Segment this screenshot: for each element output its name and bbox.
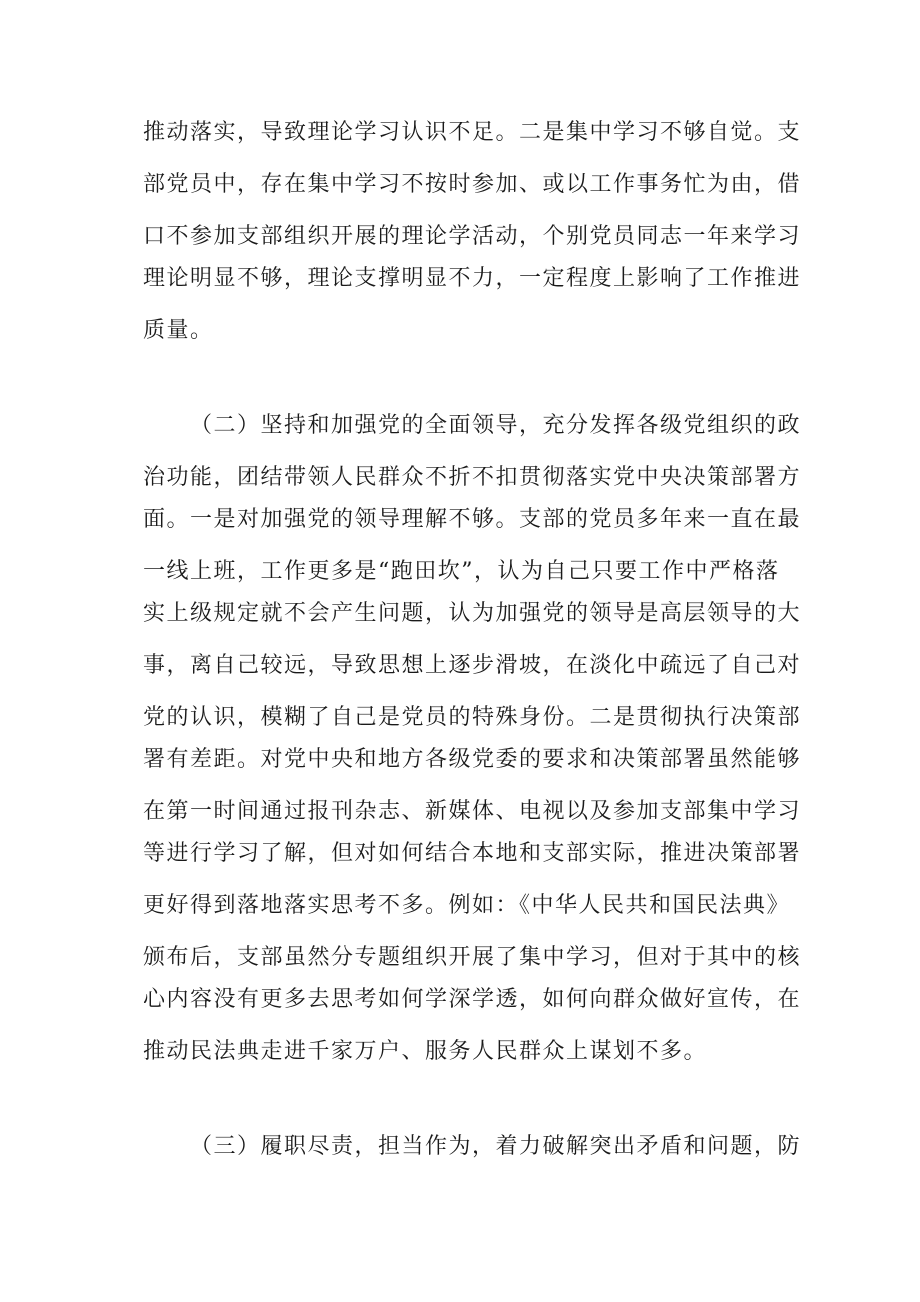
section-heading-line: （二）坚持和加强党的全面领导，充分发挥各级党组织的政 [190,413,802,438]
text-line: 一线上班，工作更多是“跑田坎”，认为自己只要工作中严格落 [143,559,780,584]
text-line: 推动民法典走进千家万户、服务人民群众上谋划不多。 [143,1039,708,1064]
text-line: 署有差距。对党中央和地方各级党委的要求和决策部署虽然能够 [143,747,802,772]
text-line: 部党员中，存在集中学习不按时参加、或以工作事务忙为由，借 [143,172,802,197]
text-line: 心内容没有更多去思考如何学深学透，如何向群众做好宣传，在 [143,987,802,1012]
text-line: 颁布后，支部虽然分专题组织开展了集中学习，但对于其中的核 [143,945,802,970]
text-line: 事，离自己较远，导致思想上逐步滑坡，在淡化中疏远了自己对 [143,653,802,678]
text-line: 理论明显不够，理论支撑明显不力，一定程度上影响了工作推进 [143,266,802,291]
text-line: 质量。 [143,318,214,343]
text-line: 口不参加支部组织开展的理论学活动，个别党员同志一年来学习 [143,224,802,249]
text-line: 等进行学习了解，但对如何结合本地和支部实际，推进决策部署 [143,841,802,866]
text-line: 推动落实，导致理论学习认识不足。二是集中学习不够自觉。支 [143,120,802,145]
text-line: 实上级规定就不会产生问题，认为加强党的领导是高层领导的大 [143,601,802,626]
text-line: 更好得到落地落实思考不多。例如：《中华人民共和国民法典》 [143,893,791,918]
section-heading-line: （三）履职尽责，担当作为，着力破解突出矛盾和问题，防 [190,1134,802,1159]
text-line: 面。一是对加强党的领导理解不够。支部的党员多年来一直在最 [143,507,802,532]
text-line: 在第一时间通过报刊杂志、新媒体、电视以及参加支部集中学习 [143,799,802,824]
text-line: 治功能，团结带领人民群众不折不扣贯彻落实党中央决策部署方 [143,465,802,490]
text-line: 党的认识，模糊了自己是党员的特殊身份。二是贯彻执行决策部 [143,705,802,730]
